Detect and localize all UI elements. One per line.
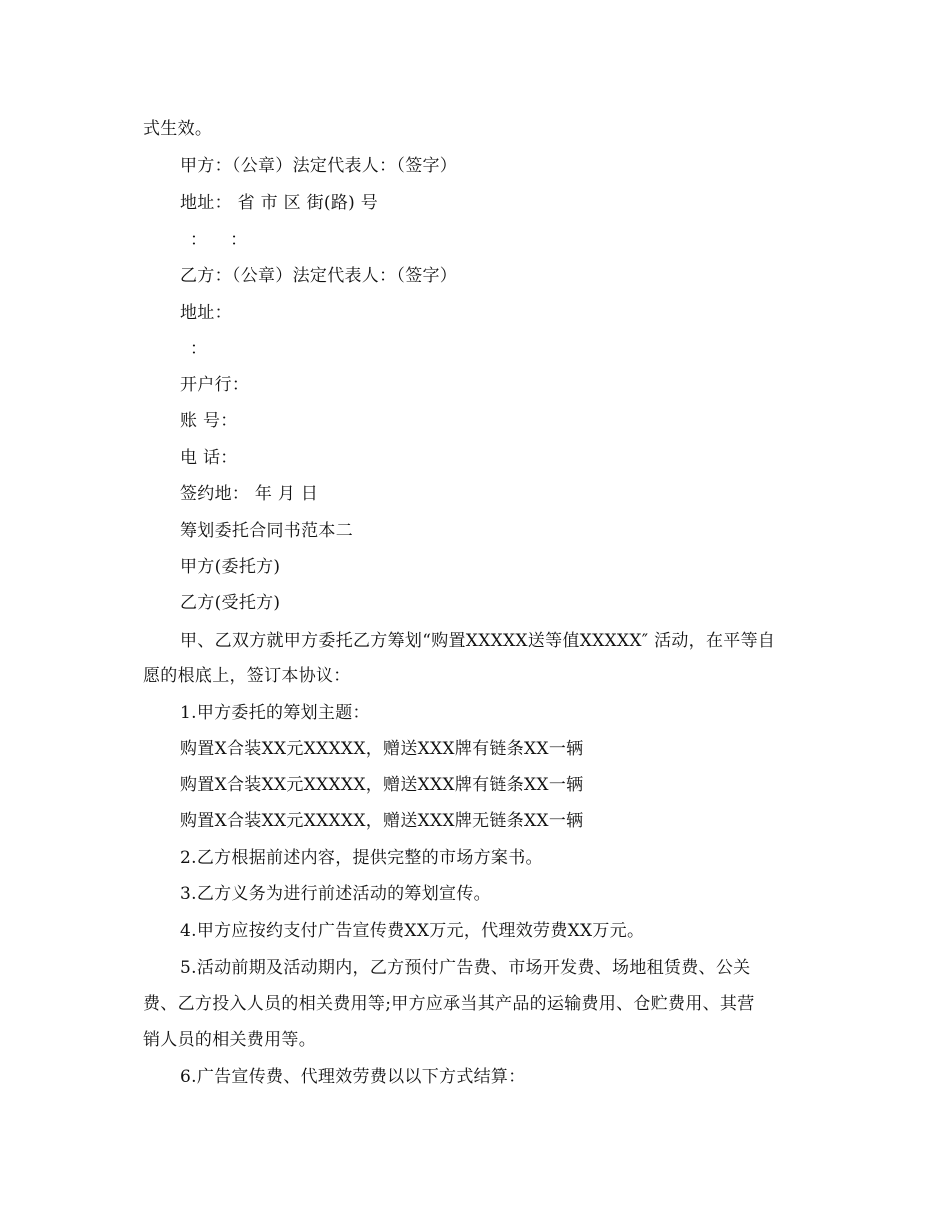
text-line: 4.甲方应按约支付广告宣传费XX万元，代理效劳费XX万元。	[180, 921, 645, 941]
text-line: 甲方：（公章）法定代表人：（签字）	[180, 156, 458, 176]
text-line: 乙方：（公章）法定代表人：（签字）	[180, 266, 458, 286]
text-line: ： ：	[190, 230, 248, 250]
text-line: 2.乙方根据前述内容，提供完整的市场方案书。	[180, 848, 543, 868]
text-line: 式生效。	[143, 119, 213, 139]
text-line: 地址：	[180, 303, 232, 323]
text-line: 5.活动前期及活动期内，乙方预付广告费、市场开发费、场地租赁费、公关	[180, 958, 751, 978]
text-line: 6.广告宣传费、代理效劳费以以下方式结算：	[180, 1067, 526, 1087]
section-heading: 筹划委托合同书范本二	[180, 521, 353, 541]
text-line: 购置X合装XX元XXXXX，赠送XXX牌无链条XX一辆	[180, 811, 584, 831]
text-line: 销人员的相关费用等。	[143, 1030, 316, 1050]
text-line: 甲方(委托方)	[180, 557, 281, 577]
text-line: 愿的根底上，签订本协议：	[143, 666, 351, 686]
text-line: 电 话：	[180, 448, 238, 468]
text-line: 1.甲方委托的筹划主题：	[180, 703, 370, 723]
text-line: ：	[190, 339, 208, 359]
text-line: 购置X合装XX元XXXXX，赠送XXX牌有链条XX一辆	[180, 775, 584, 795]
text-line: 购置X合装XX元XXXXX，赠送XXX牌有链条XX一辆	[180, 739, 584, 759]
text-line: 乙方(受托方)	[180, 593, 281, 613]
text-line: 开户行：	[180, 375, 250, 395]
text-line: 账 号：	[180, 411, 238, 431]
text-line: 费、乙方投入人员的相关费用等;甲方应承当其产品的运输费用、仓贮费用、其营	[143, 994, 755, 1014]
text-line: 签约地： 年 月 日	[180, 484, 319, 504]
text-line: 甲、乙双方就甲方委托乙方筹划“购置XXXXX送等值XXXXX″ 活动，在平等自	[180, 631, 776, 651]
text-line: 地址： 省 市 区 街(路) 号	[180, 193, 379, 213]
text-line: 3.乙方义务为进行前述活动的筹划宣传。	[180, 884, 491, 904]
